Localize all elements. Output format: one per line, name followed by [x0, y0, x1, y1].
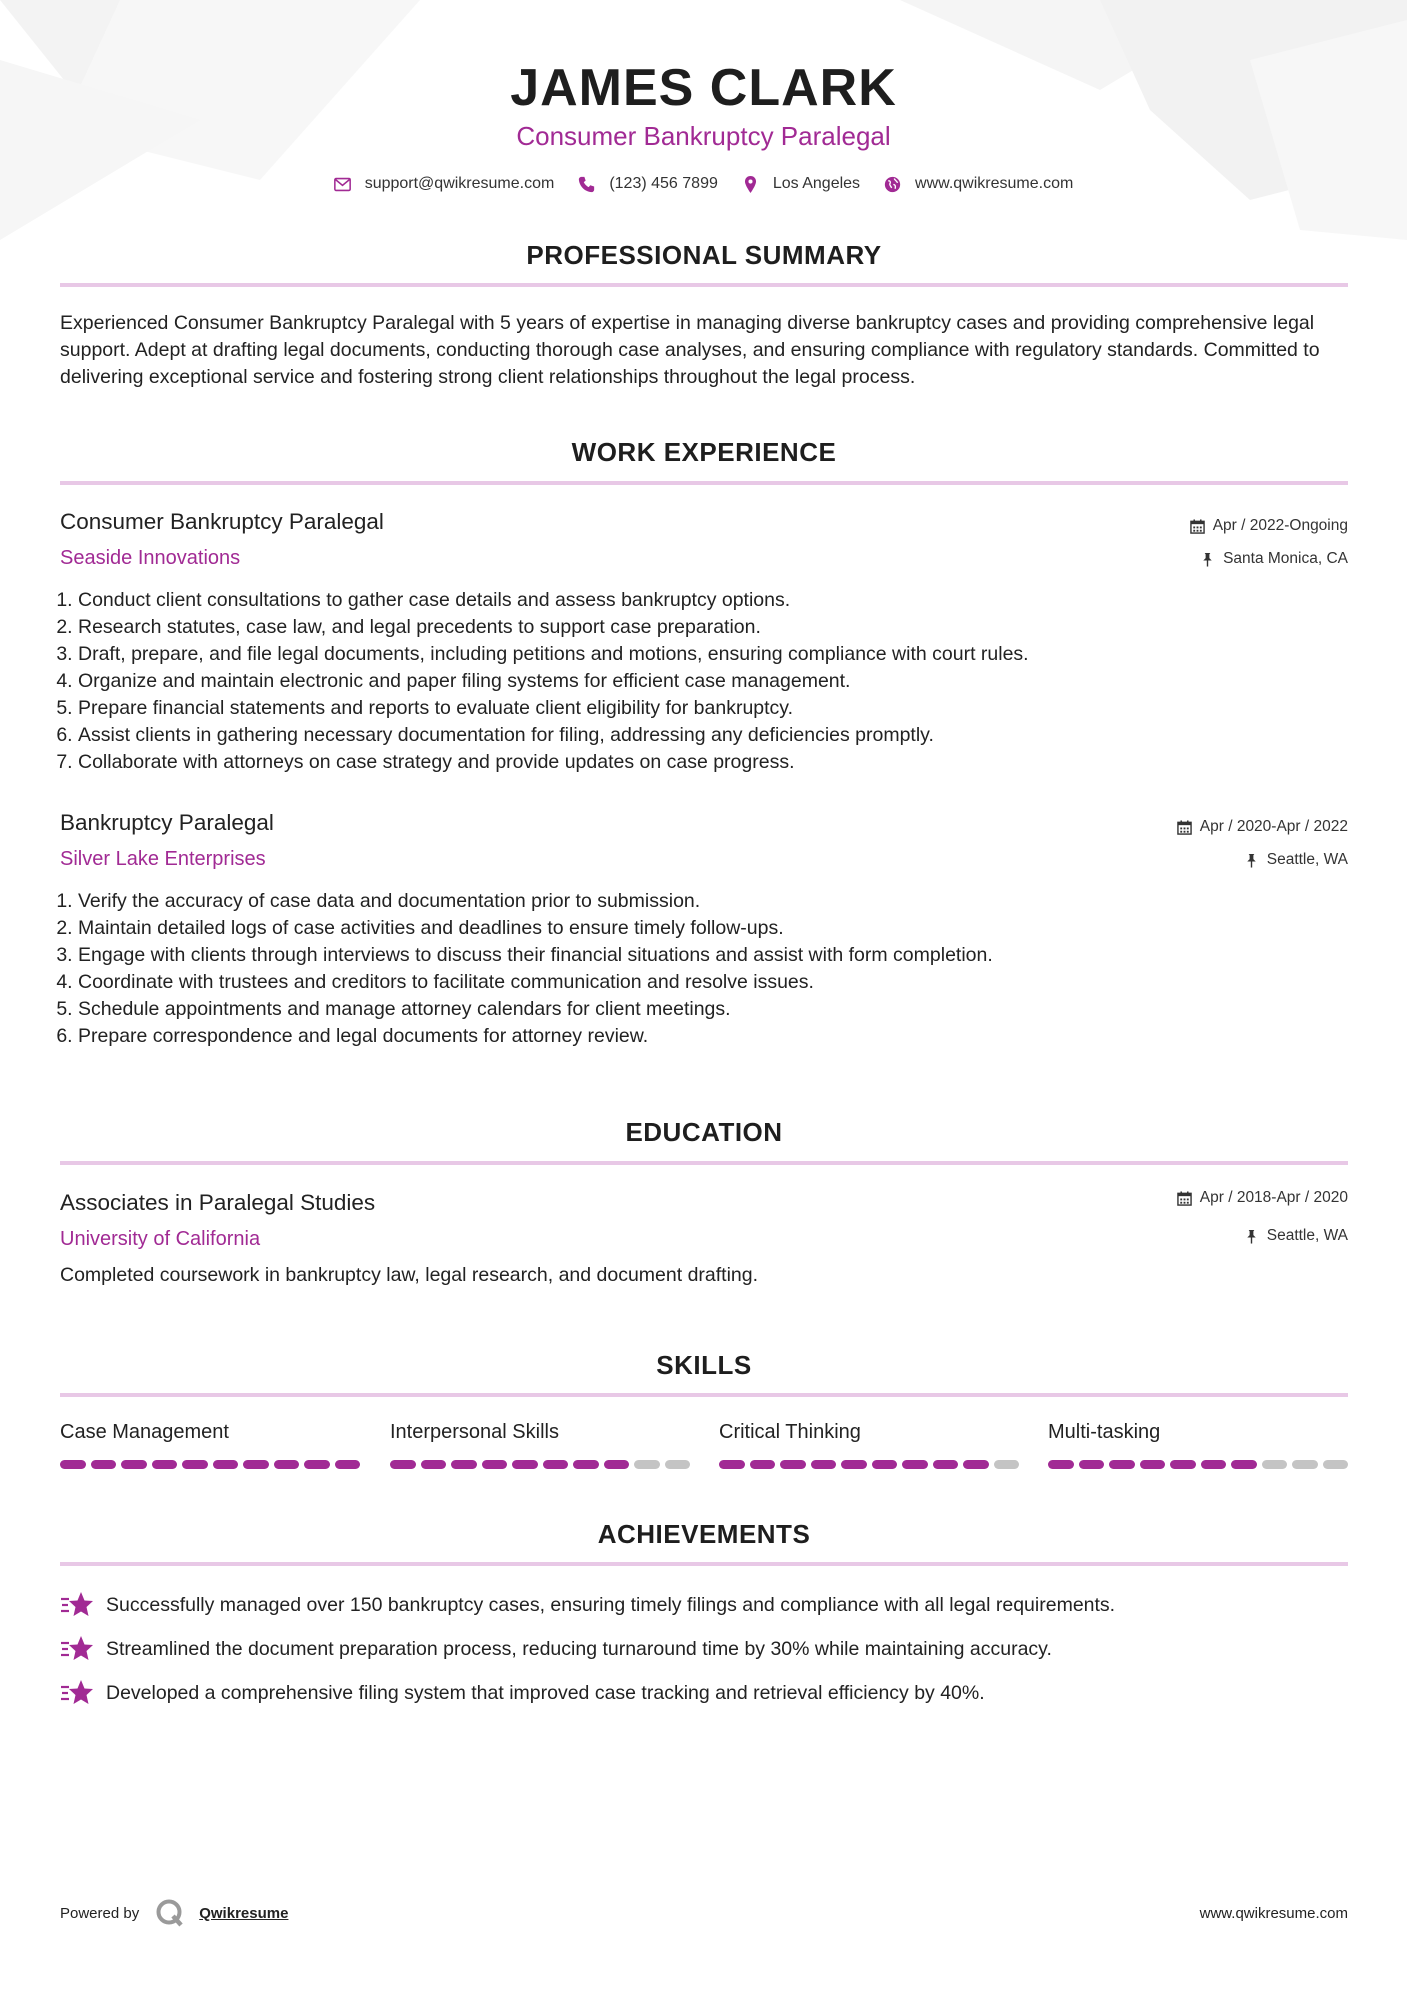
job-dates-text: Apr / 2020-Apr / 2022: [1199, 818, 1348, 835]
skill-segment-filled: [121, 1460, 147, 1469]
contact-email[interactable]: [334, 175, 555, 193]
duty-item: 6. Assist clients in gathering necessary documentation for filing, addressing any deficiencies promptly.: [78, 722, 1366, 749]
skill-rating-bar: [60, 1460, 360, 1469]
skill-item: [390, 1421, 690, 1469]
achievement-text: Developed a comprehensive filing system that improved case tracking and retrieval efficiency by 40%.: [106, 1681, 985, 1704]
skill-segment-filled: [933, 1460, 959, 1469]
section-divider: [60, 283, 1348, 287]
skill-segment-filled: [902, 1460, 928, 1469]
star-badge-icon: [60, 1590, 94, 1620]
pushpin-icon: [1244, 853, 1259, 868]
section-divider: [60, 1161, 1348, 1165]
duty-item: 4. Coordinate with trustees and creditors to facilitate communication and resolve issues.: [78, 969, 1366, 996]
skill-segment-filled: [213, 1460, 239, 1469]
calendar-icon: [1177, 820, 1192, 835]
skill-rating-bar: [1048, 1460, 1348, 1469]
job-title: Consumer Bankruptcy Paralegal: [60, 509, 384, 534]
skill-segment-filled: [274, 1460, 300, 1469]
section-title-skills: SKILLS: [656, 1350, 752, 1380]
skill-segment-filled: [1079, 1460, 1105, 1469]
contact-location: [742, 175, 860, 193]
school-name: University of California: [60, 1228, 261, 1250]
degree-title: Associates in Paralegal Studies: [60, 1190, 376, 1215]
skill-segment-empty: [994, 1460, 1020, 1469]
star-badge-icon: [60, 1678, 94, 1708]
education-description: Completed coursework in bankruptcy law, legal research, and document drafting.: [60, 1264, 759, 1286]
map-pin-icon: [742, 176, 759, 193]
qwikresume-link[interactable]: Qwikresume: [199, 1904, 289, 1922]
duty-item: 2. Research statutes, case law, and legal precedents to support case preparation.: [78, 614, 1366, 641]
job-location-text: Seattle, WA: [1266, 851, 1348, 868]
skill-segment-filled: [1231, 1460, 1257, 1469]
contact-website[interactable]: [884, 175, 1073, 193]
skill-item: [1048, 1421, 1348, 1469]
email-text: support@qwikresume.com: [364, 175, 555, 192]
duty-item: 5. Schedule appointments and manage attorney calendars for client meetings.: [78, 996, 1366, 1023]
section-title-summary: PROFESSIONAL SUMMARY: [526, 240, 882, 270]
phone-text: (123) 456 7899: [609, 175, 718, 192]
skill-segment-filled: [335, 1460, 361, 1469]
skill-segment-filled: [1140, 1460, 1166, 1469]
duty-item: 3. Draft, prepare, and file legal documents, including petitions and motions, ensuring compliance with court rules.: [78, 641, 1366, 668]
company-name: Seaside Innovations: [60, 547, 241, 569]
section-title-experience: WORK EXPERIENCE: [571, 437, 837, 467]
qwikresume-logo-icon: [155, 1898, 185, 1928]
job-title-subtitle: Consumer Bankruptcy Paralegal: [516, 121, 891, 151]
duty-item: 7. Collaborate with attorneys on case strategy and provide updates on case progress.: [78, 749, 1366, 776]
skill-item: [719, 1421, 1019, 1469]
skill-segment-filled: [243, 1460, 269, 1469]
skill-segment-empty: [1292, 1460, 1318, 1469]
section-title-achievements: ACHIEVEMENTS: [597, 1519, 811, 1549]
skill-segment-filled: [719, 1460, 745, 1469]
skill-segment-filled: [780, 1460, 806, 1469]
skill-segment-filled: [1170, 1460, 1196, 1469]
powered-by-label: Powered by: [60, 1904, 140, 1922]
job-location: [1200, 550, 1348, 568]
achievement-text: Streamlined the document preparation process, reducing turnaround time by 30% while maintaining accuracy.: [106, 1637, 1052, 1660]
skill-segment-filled: [872, 1460, 898, 1469]
phone-icon: [578, 176, 595, 193]
duty-item: 1. Conduct client consultations to gather case details and assess bankruptcy options.: [78, 587, 1366, 614]
envelope-icon: [334, 176, 351, 193]
skill-segment-filled: [182, 1460, 208, 1469]
job-dates-text: Apr / 2022-Ongoing: [1212, 517, 1348, 534]
job-dates: [1177, 818, 1348, 836]
duty-item: 5. Prepare financial statements and reports to evaluate client eligibility for bankruptcy.: [78, 695, 1366, 722]
skill-rating-bar: [719, 1460, 1019, 1469]
calendar-icon: [1190, 519, 1205, 534]
duties-list: [60, 888, 1366, 1050]
skill-name: Interpersonal Skills: [390, 1421, 559, 1443]
duty-item: 3. Engage with clients through interviews to discuss their financial situations and assist with form completion.: [78, 942, 1366, 969]
skill-name: Critical Thinking: [719, 1421, 861, 1443]
skill-segment-filled: [573, 1460, 599, 1469]
duty-item: 1. Verify the accuracy of case data and documentation prior to submission.: [78, 888, 1366, 915]
pushpin-icon: [1200, 552, 1215, 567]
footer-website[interactable]: www.qwikresume.com: [1199, 1905, 1348, 1922]
skill-segment-filled: [543, 1460, 569, 1469]
job-title: Bankruptcy Paralegal: [60, 810, 274, 835]
skill-segment-filled: [811, 1460, 837, 1469]
summary-text: Experienced Consumer Bankruptcy Paralegal with 5 years of expertise in managing diverse bankruptcy cases and providing comprehensive legal support. Adept at drafting legal documents, conducting thorough case analyses, and ensuring compliance with regulatory standards. Committed to delivering exceptional service and fostering strong client relationships throughout the legal process.: [60, 312, 1320, 388]
achievement-item: [60, 1590, 1115, 1620]
pushpin-icon: [1244, 1229, 1259, 1244]
achievement-item: [60, 1634, 1052, 1664]
skill-segment-filled: [60, 1460, 86, 1469]
section-divider: [60, 481, 1348, 485]
skill-segment-empty: [1323, 1460, 1349, 1469]
skill-rating-bar: [390, 1460, 690, 1469]
skill-segment-filled: [91, 1460, 117, 1469]
skill-segment-filled: [1201, 1460, 1227, 1469]
skill-item: [60, 1421, 360, 1469]
skill-segment-filled: [963, 1460, 989, 1469]
duties-list: [60, 587, 1366, 776]
job-location-text: Santa Monica, CA: [1223, 550, 1348, 567]
skill-segment-filled: [604, 1460, 630, 1469]
education-dates-text: Apr / 2018-Apr / 2020: [1199, 1189, 1348, 1206]
job-dates: [1190, 517, 1348, 535]
company-name: Silver Lake Enterprises: [60, 848, 266, 870]
section-title-education: EDUCATION: [625, 1117, 783, 1147]
duty-item: 2. Maintain detailed logs of case activities and deadlines to ensure timely follow-ups.: [78, 915, 1366, 942]
section-divider: [60, 1562, 1348, 1566]
job-location: [1244, 851, 1348, 869]
achievement-item: [60, 1678, 985, 1708]
globe-icon: [884, 176, 901, 193]
skill-segment-filled: [152, 1460, 178, 1469]
duty-item: 4. Organize and maintain electronic and paper filing systems for efficient case management.: [78, 668, 1366, 695]
skill-segment-filled: [841, 1460, 867, 1469]
skill-segment-filled: [304, 1460, 330, 1469]
contact-phone[interactable]: [578, 175, 718, 193]
achievement-text: Successfully managed over 150 bankruptcy cases, ensuring timely filings and compliance with all legal requirements.: [106, 1593, 1116, 1616]
skill-segment-filled: [451, 1460, 477, 1469]
candidate-name: JAMES CLARK: [510, 59, 897, 117]
skill-segment-filled: [482, 1460, 508, 1469]
skill-segment-filled: [390, 1460, 416, 1469]
website-text: www.qwikresume.com: [915, 175, 1074, 192]
calendar-icon: [1177, 1191, 1192, 1206]
skill-segment-empty: [665, 1460, 691, 1469]
skill-segment-filled: [1109, 1460, 1135, 1469]
skill-segment-empty: [634, 1460, 660, 1469]
contact-bar: [0, 175, 1407, 193]
skill-segment-filled: [750, 1460, 776, 1469]
skill-segment-empty: [1262, 1460, 1288, 1469]
skill-segment-filled: [512, 1460, 538, 1469]
skill-segment-filled: [421, 1460, 447, 1469]
location-text: Los Angeles: [772, 175, 861, 192]
education-location: [1244, 1227, 1348, 1245]
section-divider: [60, 1393, 1348, 1397]
skill-name: Case Management: [60, 1421, 229, 1443]
skill-name: Multi-tasking: [1048, 1421, 1161, 1443]
education-location-text: Seattle, WA: [1266, 1227, 1348, 1244]
skill-segment-filled: [1048, 1460, 1074, 1469]
footer-powered-by: [60, 1898, 288, 1928]
duty-item: 6. Prepare correspondence and legal documents for attorney review.: [78, 1023, 1366, 1050]
star-badge-icon: [60, 1634, 94, 1664]
education-dates: [1177, 1189, 1348, 1207]
